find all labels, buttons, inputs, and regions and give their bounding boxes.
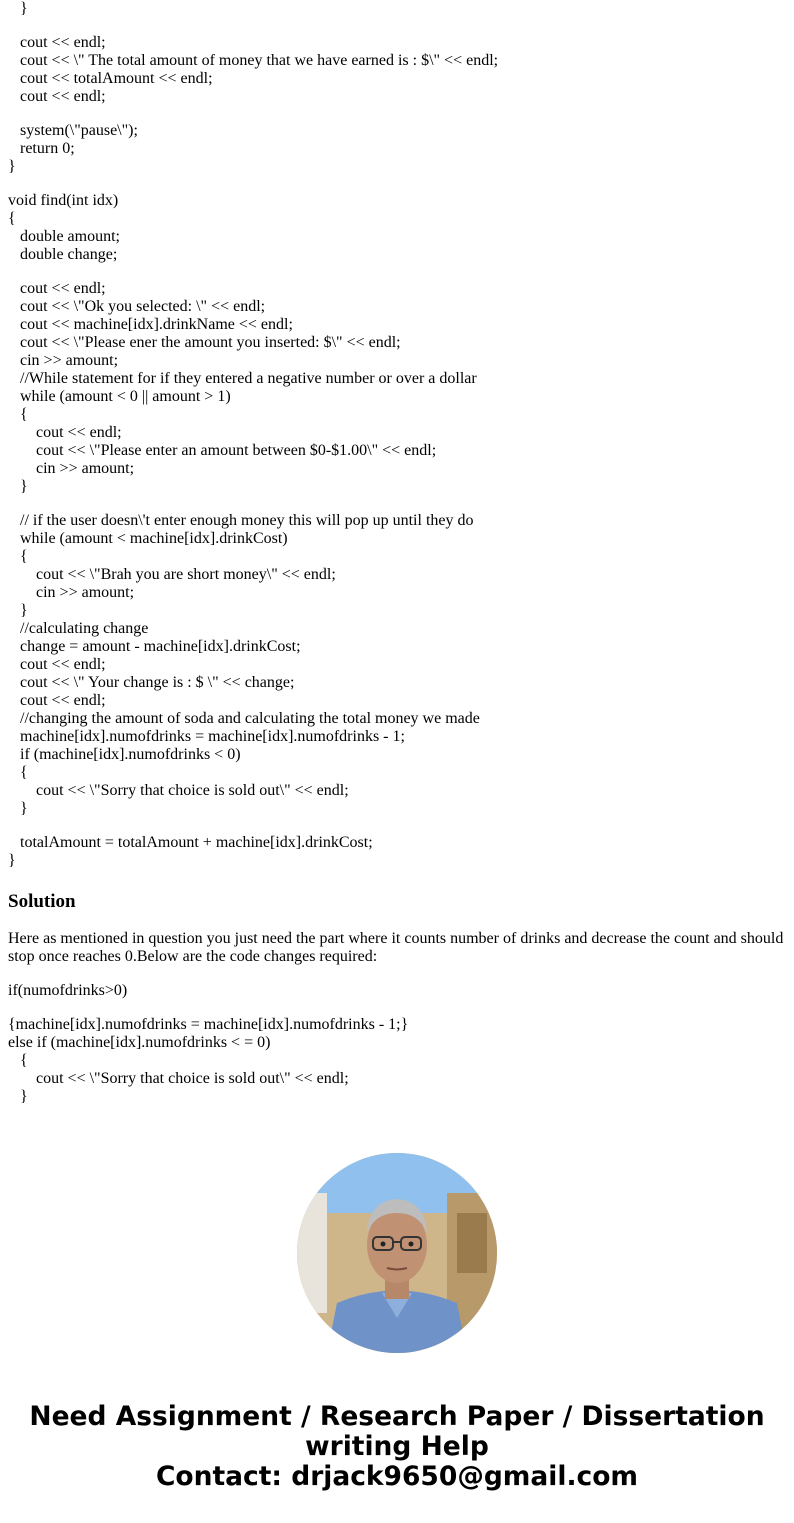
code-line: if (machine[idx].numofdrinks < 0): [8, 746, 241, 763]
code-line: cout << endl;: [8, 424, 122, 441]
code-line: //changing the amount of soda and calculating the total money we made: [8, 710, 480, 727]
code-line: cout << endl;: [8, 34, 106, 51]
code-line: cout << machine[idx].drinkName << endl;: [8, 316, 293, 333]
code-line: cout << endl;: [8, 88, 106, 105]
code-line: change = amount - machine[idx].drinkCost;: [8, 638, 301, 655]
code-line: {: [8, 210, 16, 227]
code-line: cout << \"Sorry that choice is sold out\" << endl;: [8, 782, 349, 799]
footer-line-2: writing Help: [305, 1431, 489, 1462]
code-line: // if the user doesn\'t enter enough money this will pop up until they do: [8, 512, 474, 529]
code-line: }: [8, 0, 28, 17]
code-line: totalAmount = totalAmount + machine[idx].drinkCost;: [8, 834, 373, 851]
code-line: void find(int idx): [8, 192, 119, 209]
code-line: }: [8, 800, 28, 817]
solution-code-line: {: [8, 1052, 28, 1069]
code-line: cout << endl;: [8, 656, 106, 673]
code-line: }: [8, 478, 28, 495]
code-line: [8, 176, 786, 192]
author-photo: [297, 1153, 497, 1353]
code-line: cout << \"Brah you are short money\" << endl;: [8, 566, 336, 583]
code-line: [8, 496, 786, 512]
code-line: [8, 18, 786, 34]
solution-code-line: {machine[idx].numofdrinks = machine[idx].numofdrinks - 1;}: [8, 1016, 409, 1033]
code-line: }: [8, 158, 16, 175]
code-line: cout << \"Please enter an amount between $0-$1.00\" << endl;: [8, 442, 437, 459]
code-line: {: [8, 548, 28, 565]
code-line: cout << \"Please ener the amount you inserted: $\" << endl;: [8, 334, 401, 351]
code-line: while (amount < 0 || amount > 1): [8, 388, 231, 405]
code-line: cin >> amount;: [8, 584, 135, 601]
solution-code-line: cout << \"Sorry that choice is sold out\" << endl;: [8, 1070, 349, 1087]
footer-line-1: Need Assignment / Research Paper / Dissertation: [29, 1401, 765, 1432]
code-line: {: [8, 406, 28, 423]
solution-code-line: else if (machine[idx].numofdrinks < = 0): [8, 1034, 271, 1051]
code-line: system(\"pause\");: [8, 122, 138, 139]
solution-condition-line: if(numofdrinks>0): [8, 982, 128, 999]
code-line: }: [8, 602, 28, 619]
code-line: }: [8, 852, 16, 869]
code-line: cout << \" The total amount of money that we have earned is : $\" << endl;: [8, 52, 499, 69]
solution-code-listing: [8, 1016, 786, 1106]
code-line: [8, 106, 786, 122]
code-line: machine[idx].numofdrinks = machine[idx].numofdrinks - 1;: [8, 728, 405, 745]
code-line: cout << \" Your change is : $ \" << change;: [8, 674, 295, 691]
code-line: [8, 818, 786, 834]
code-line: cout << \"Ok you selected: \" << endl;: [8, 298, 266, 315]
code-line: cin >> amount;: [8, 460, 135, 477]
footer-contact: Contact: drjack9650@gmail.com: [155, 1461, 639, 1492]
solution-heading: Solution: [8, 891, 76, 912]
code-line: //calculating change: [8, 620, 149, 637]
solution-paragraph: Here as mentioned in question you just need the part where it counts number of drinks and decrease the count and should stop once reaches 0.Below are the code changes required:: [8, 930, 784, 965]
code-line: [8, 264, 786, 280]
code-line: {: [8, 764, 28, 781]
code-line: //While statement for if they entered a negative number or over a dollar: [8, 370, 477, 387]
author-photo-illustration: [297, 1153, 497, 1353]
code-line: while (amount < machine[idx].drinkCost): [8, 530, 288, 547]
code-line: cout << endl;: [8, 692, 106, 709]
code-line: double change;: [8, 246, 118, 263]
code-line: cout << totalAmount << endl;: [8, 70, 213, 87]
solution-code-line: }: [8, 1088, 28, 1105]
code-line: cout << endl;: [8, 280, 106, 297]
code-line: cin >> amount;: [8, 352, 119, 369]
code-line: return 0;: [8, 140, 75, 157]
footer-banner: [0, 1402, 794, 1492]
code-line: double amount;: [8, 228, 120, 245]
code-listing: [8, 0, 786, 870]
